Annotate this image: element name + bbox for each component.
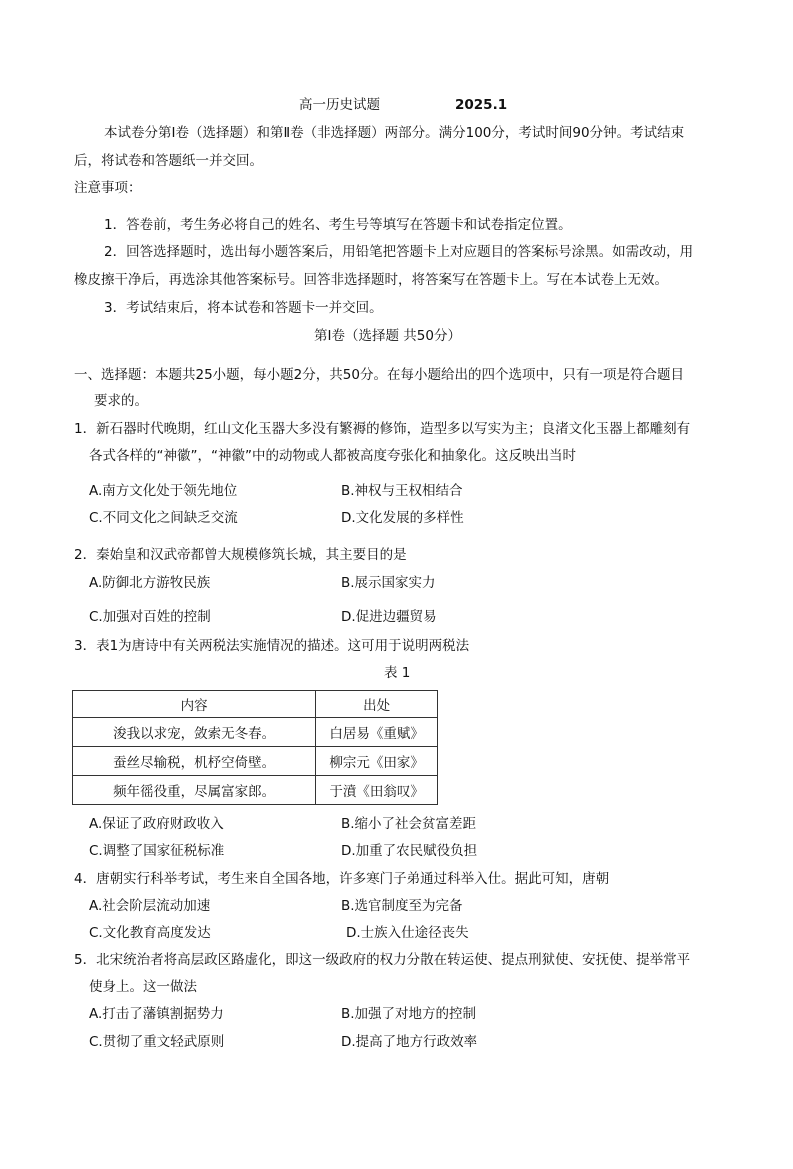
table-cell-source: 于濆《田翁叹》 [316, 776, 438, 805]
q1-option-d: D.文化发展的多样性 [341, 510, 464, 526]
q1-option-a: A.南方文化处于领先地位 [89, 483, 238, 499]
exam-date: 2025.1 [455, 97, 508, 113]
table-row [73, 776, 438, 805]
q2-option-c: C.加强对百姓的控制 [89, 609, 211, 625]
table-cell-content: 频年徭役重，尽属富家郎。 [73, 776, 316, 805]
q5-option-c: C.贯彻了重文轻武原则 [89, 1034, 225, 1050]
table-header-source: 出处 [316, 691, 438, 718]
q3-option-a: A.保证了政府财政收入 [89, 816, 224, 832]
table-header-row [73, 691, 438, 718]
table-header-content: 内容 [73, 691, 316, 718]
q1-option-b: B.神权与王权相结合 [341, 483, 463, 499]
section-instruction-line-1: 一、选择题：本题共25小题，每小题2分，共50分。在每小题给出的四个选项中，只有一项是符合题目 [74, 367, 684, 383]
q4-stem: 4．唐朝实行科举考试，考生来自全国各地，许多寒门子弟通过科举入仕。据此可知，唐朝 [74, 871, 610, 887]
notes-item-2-line-2: 橡皮擦干净后，再选涂其他答案标号。回答非选择题时，将答案写在答题卡上。写在本试卷上无效。 [74, 272, 668, 288]
q5-stem-line-1: 5．北宋统治者将高层政区路虚化，即这一级政府的权力分散在转运使、提点刑狱使、安抚使、提举常平 [74, 952, 691, 968]
q3-option-c: C.调整了国家征税标准 [89, 843, 225, 859]
table-cell-content: 浚我以求宠，敛索无冬春。 [73, 718, 316, 747]
notes-item-3: 3．考试结束后，将本试卷和答题卡一并交回。 [104, 300, 383, 316]
q4-option-c: C.文化教育高度发达 [89, 925, 211, 941]
table-row [73, 718, 438, 747]
section-instruction-line-2: 要求的。 [94, 393, 148, 409]
q1-stem-line-1: 1．新石器时代晚期，红山文化玉器大多没有繁褥的修饰，造型多以写实为主；良渚文化玉器上都雕刻有 [74, 421, 691, 437]
q2-option-d: D.促进边疆贸易 [341, 609, 437, 625]
q4-option-b: B.选官制度至为完备 [341, 898, 463, 914]
notes-item-1: 1．答卷前，考生务必将自己的姓名、考生号等填写在答题卡和试卷指定位置。 [104, 217, 572, 233]
table-cell-source: 柳宗元《田家》 [316, 747, 438, 776]
q5-option-b: B.加强了对地方的控制 [341, 1006, 477, 1022]
q3-stem: 3．表1为唐诗中有关两税法实施情况的描述。这可用于说明两税法 [74, 638, 470, 654]
q4-option-d: D.士族入仕途径丧失 [346, 925, 469, 941]
q2-option-b: B.展示国家实力 [341, 575, 436, 591]
section-title: 第Ⅰ卷（选择题 共50分） [314, 328, 461, 344]
q4-option-a: A.社会阶层流动加速 [89, 898, 211, 914]
q3-option-b: B.缩小了社会贫富差距 [341, 816, 477, 832]
q5-option-d: D.提高了地方行政效率 [341, 1034, 478, 1050]
intro-line-2: 后，将试卷和答题纸一并交回。 [74, 153, 263, 169]
table-cell-content: 蚕丝尽输税，机杼空倚壁。 [73, 747, 316, 776]
table-row [73, 747, 438, 776]
q2-option-a: A.防御北方游牧民族 [89, 575, 211, 591]
notes-item-2-line-1: 2．回答选择题时，选出每小题答案后，用铅笔把答题卡上对应题目的答案标号涂黑。如需改动，用 [104, 244, 694, 260]
q2-stem: 2．秦始皇和汉武帝都曾大规模修筑长城，其主要目的是 [74, 547, 407, 563]
table-cell-source: 白居易《重赋》 [316, 718, 438, 747]
page-title: 高一历史试题 [299, 97, 380, 113]
q5-stem-line-2: 使身上。这一做法 [89, 979, 197, 995]
tax-poems-table [72, 690, 438, 805]
q1-option-c: C.不同文化之间缺乏交流 [89, 510, 238, 526]
q3-option-d: D.加重了农民赋役负担 [341, 843, 478, 859]
q1-stem-line-2: 各式各样的“神徽”，“神徽”中的动物或人都被高度夸张化和抽象化。这反映出当时 [89, 448, 576, 464]
intro-line-1: 本试卷分第Ⅰ卷（选择题）和第Ⅱ卷（非选择题）两部分。满分100分，考试时间90分钟。考试结束 [104, 125, 685, 141]
q5-option-a: A.打击了藩镇割据势力 [89, 1006, 224, 1022]
notes-heading: 注意事项： [74, 180, 142, 196]
table-caption: 表 1 [384, 665, 411, 681]
